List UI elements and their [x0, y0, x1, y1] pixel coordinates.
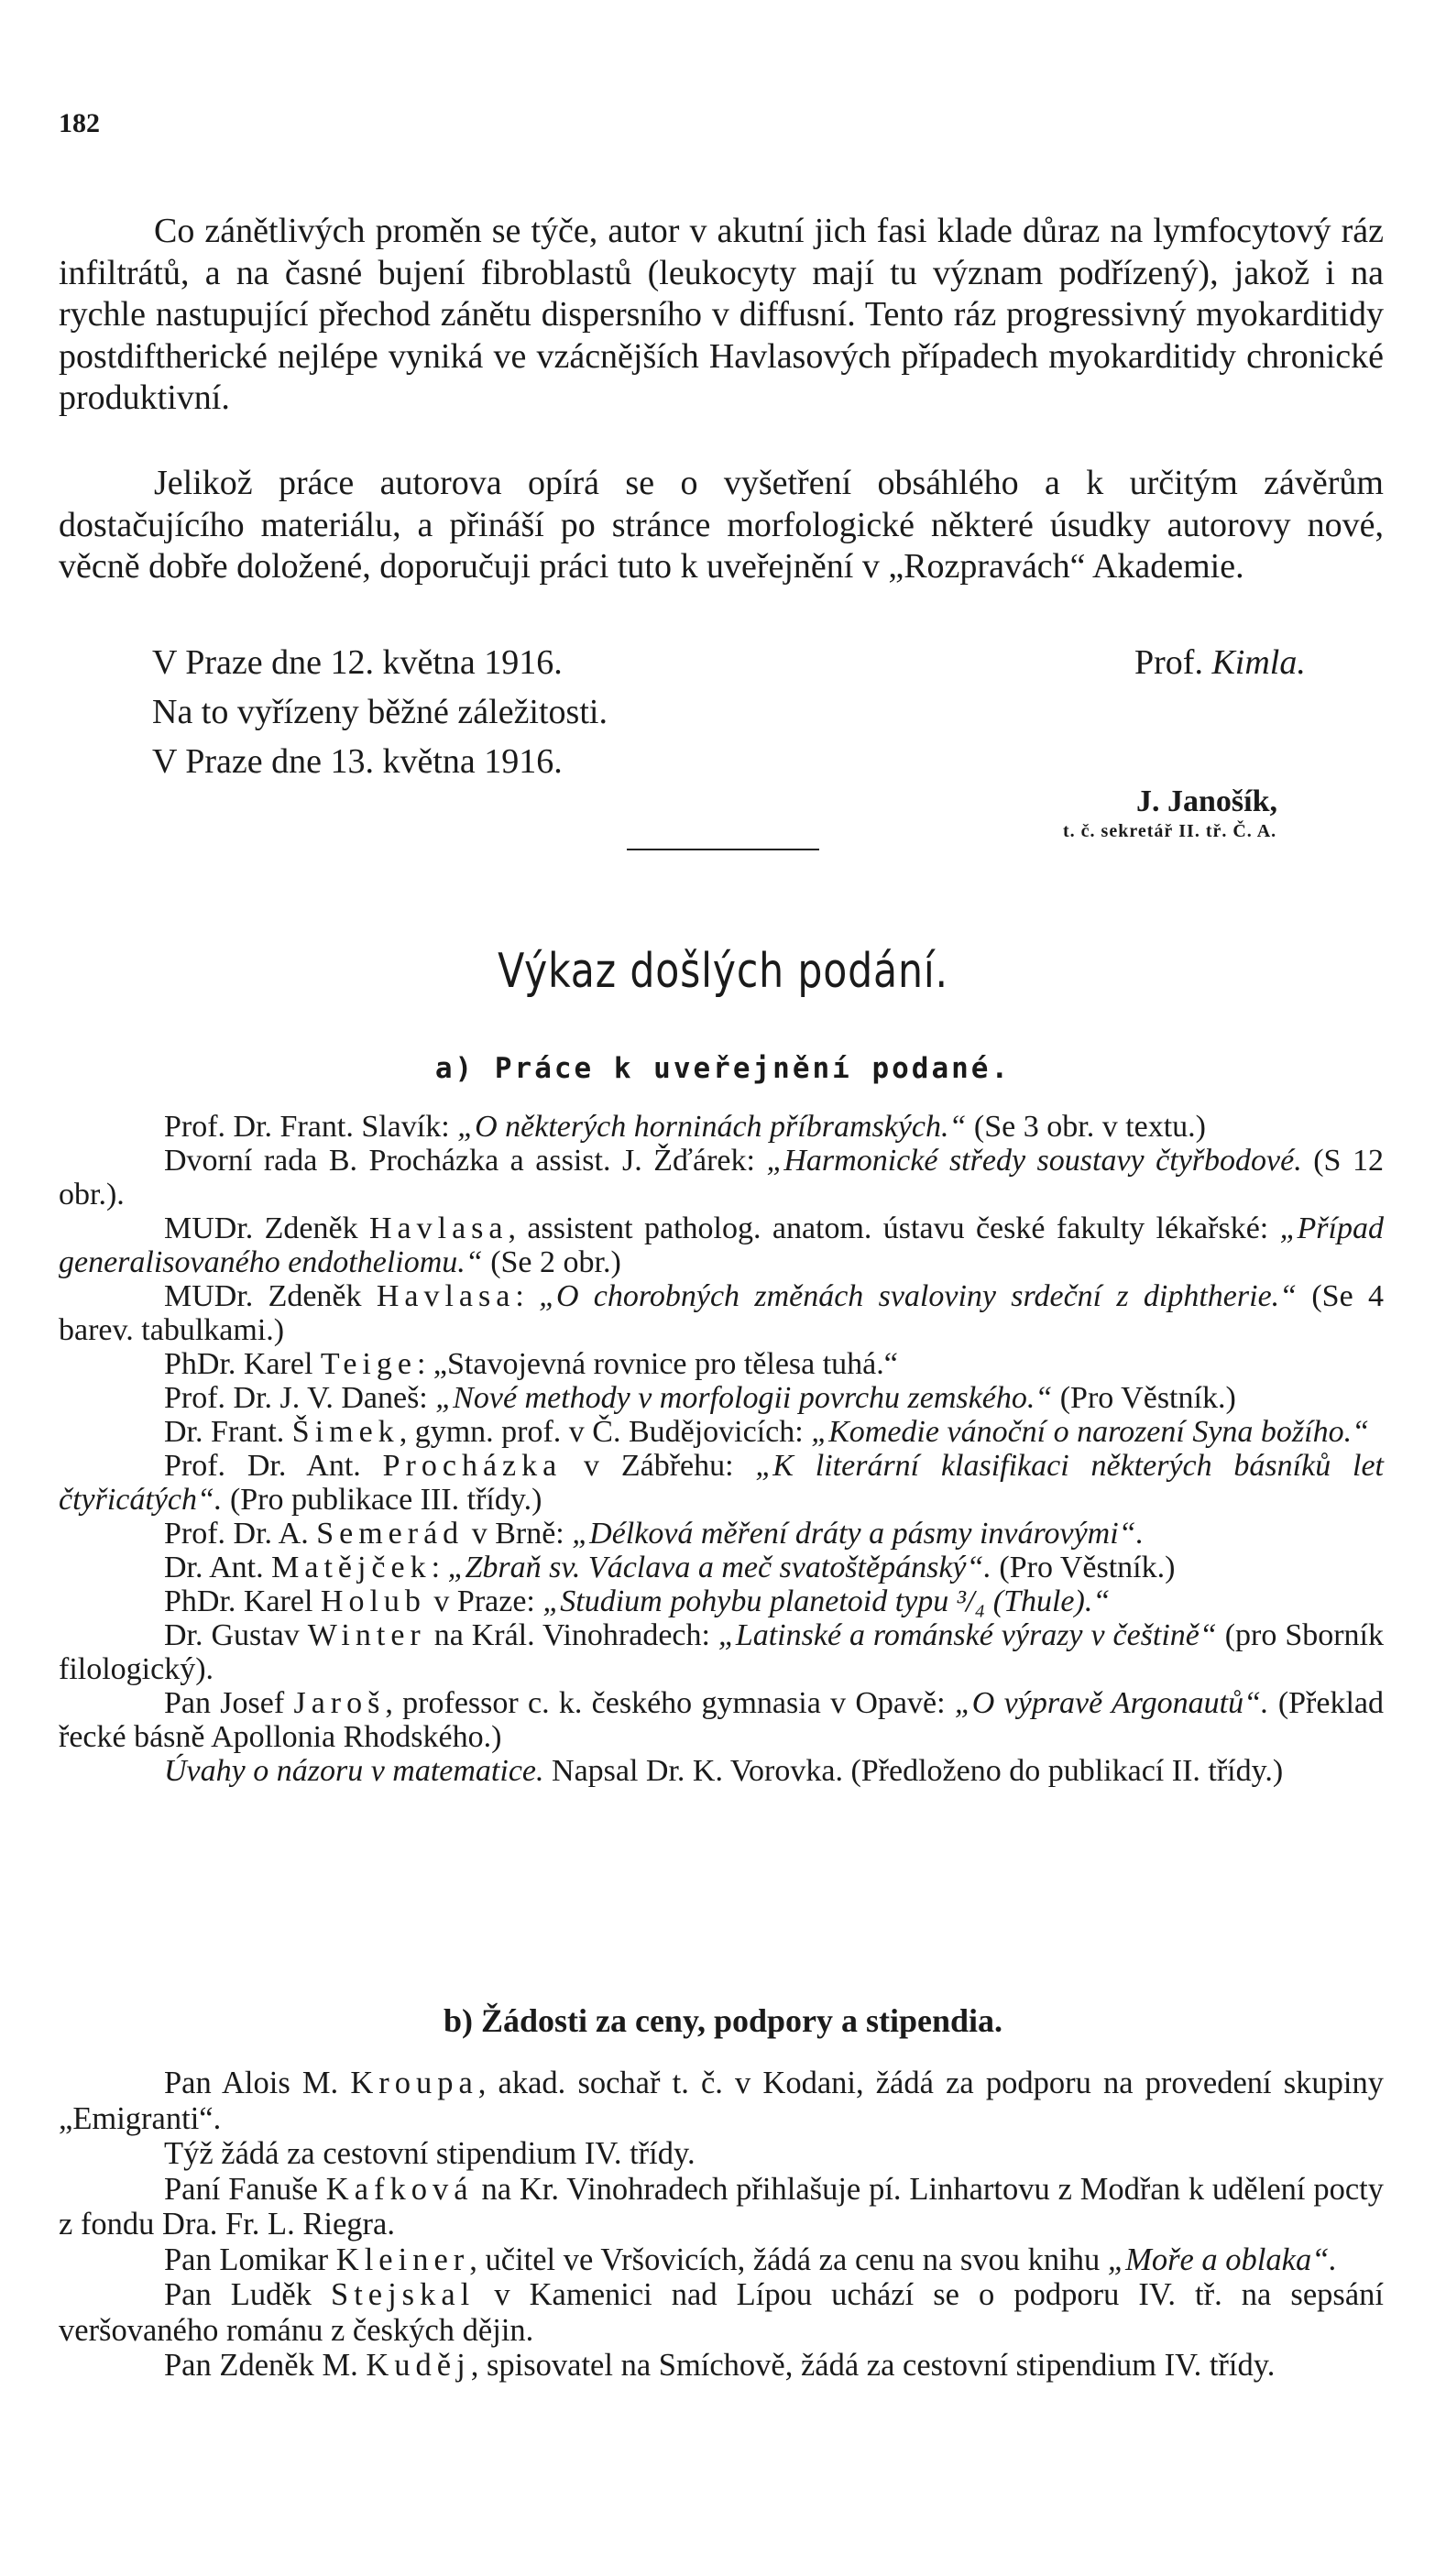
entry-title: Úvahy o názoru v matematice. [164, 1754, 544, 1788]
divider-rule [627, 849, 819, 850]
entry-spaced: Kleiner [335, 2242, 470, 2277]
signer-prefix: Prof. [1134, 643, 1203, 682]
entry-title: „K literární klasifikaci některých básníků let čtyřicátých“. [59, 1449, 1384, 1517]
entry-spaced: Šimek [291, 1415, 400, 1449]
list-item [59, 1517, 1384, 1551]
list-item [59, 1347, 1384, 1381]
entry-spaced: Teige [320, 1347, 417, 1381]
list-item [59, 2136, 1384, 2172]
entry-mid: na Kr. Vinohradech přihlašuje pí. Linhartovu z Modřan k udělení pocty z fondu Dra. Fr. L. Riegra. [59, 2171, 1384, 2242]
entry-spaced: Holub [320, 1584, 426, 1618]
signature-janosik: J. Janošík, [1136, 784, 1277, 818]
entry-pre: PhDr. Karel [164, 1584, 321, 1618]
entry-mid: v Brně: [464, 1517, 573, 1551]
report-paragraph-1 [59, 211, 1384, 420]
entry-spaced: Matějček [271, 1551, 432, 1584]
entry-spaced: Stejskal [331, 2277, 476, 2312]
entry-pre: Pan Luděk [164, 2277, 332, 2312]
entry-post: (Se 4 barev. tabulkami.) [59, 1279, 1384, 1347]
list-item [59, 1144, 1384, 1211]
entry-mid: : [515, 1279, 540, 1313]
entry-title: „O některých horninách příbramských.“ [457, 1110, 967, 1144]
entry-title: „Latinské a románské výrazy v češtině“ [718, 1618, 1217, 1652]
entry-post: (pro Sborník filologický). [59, 1618, 1384, 1686]
entry-title: „Harmonické středy soustavy čtyřbodové. [766, 1144, 1302, 1178]
entry-spaced: Winter [307, 1618, 426, 1652]
list-item [59, 1110, 1384, 1144]
list-item [59, 1449, 1384, 1517]
entry-title: „Studium pohybu planetoid typu ³/₄ (Thule).“ [542, 1584, 1111, 1618]
entry-pre: Dvorní rada B. Procházka a assist. J. Žďárek: [164, 1144, 767, 1178]
entry-title: „Zbraň sv. Václava a meč svatoštěpánský“. [447, 1551, 991, 1584]
entry-title: „Délková měření dráty a pásmy invárovými“. [572, 1517, 1145, 1551]
page-number: 182 [59, 108, 100, 138]
entry-mid: , akad. sochař t. č. v Kodani, žádá za podporu na provedení skupiny [477, 2066, 1384, 2100]
section-b-list [59, 2066, 1384, 2384]
list-item [59, 1551, 1384, 1584]
entry-pre: MUDr. Zdeněk [164, 1211, 369, 1245]
signer-name: Kimla. [1211, 643, 1306, 682]
section-a-heading: a) Práce k uveřejnění podané. [434, 1052, 1012, 1085]
list-item [59, 2277, 1384, 2348]
entry-spaced: Havlasa [369, 1211, 509, 1245]
entry-mid: , professor c. k. českého gymnasia v Opavě: [385, 1686, 955, 1720]
entry-pre: Pan Zdeněk M. [164, 2348, 367, 2383]
entry-mid: , gymn. prof. v Č. Budějovicích: [399, 1415, 812, 1449]
entry-spaced: Jaroš [293, 1686, 386, 1720]
report-paragraph-2-text: Jelikož práce autorova opírá se o vyšetření obsáhlého a k určitým závěrům dostačujícího materiálu, a přináší po stránce morfologické některé úsudky autorovy nové, věcně dobře doložené, doporučuji práci tuto k uveřejnění v „Rozpravách“ Akademie. [59, 464, 1384, 586]
list-item [59, 1618, 1384, 1686]
entry-pre: Dr. Ant. [164, 1551, 272, 1584]
list-item [59, 2172, 1384, 2242]
section-b-heading: b) Žádosti za ceny, podpory a stipendia. [443, 2002, 1003, 2039]
entry-pre: Prof. Dr. J. V. Daneš: [164, 1381, 436, 1415]
section-title: Výkaz došlých podání. [498, 944, 948, 999]
report-paragraph-2 [59, 463, 1384, 588]
entry-pre: Týž žádá za cestovní stipendium IV. třídy. [164, 2136, 696, 2171]
list-item [59, 1415, 1384, 1449]
entry-mid: , spisovatel na Smíchově, žádá za cestovní stipendium IV. třídy. [470, 2348, 1276, 2383]
entry-title: „O chorobných změnách svaloviny srdeční z diphtherie.“ [539, 1279, 1298, 1313]
entry-mid: : [416, 1347, 433, 1381]
report-paragraph-1-text: Co zánětlivých proměn se týče, autor v akutní jich fasi klade důraz na lymfocytový ráz infiltrátů, a na časné bujení fibroblastů (leukocyty mají tu význam podřízený), jakož i na rychle nastupující přechod zánětu dispersního v diffusní. Tento ráz progressivný myokarditidy postdiftherické nejlépe vyniká ve vzácnějších Havlasových případech myokarditidy chronické produktivní. [59, 212, 1384, 417]
entry-pre: Dr. Gustav [164, 1618, 308, 1652]
list-item [59, 1279, 1384, 1347]
entry-spaced: Kuděj [366, 2348, 471, 2383]
list-item [59, 1211, 1384, 1279]
entry-mid: na Král. Vinohradech: [425, 1618, 718, 1652]
signature-kimla [1134, 641, 1306, 684]
entry-title: „Moře a oblaka“. [1107, 2242, 1338, 2277]
section-a-list [59, 1110, 1384, 1788]
list-item [59, 1686, 1384, 1754]
entry-pre: Pan Lomikar [164, 2242, 336, 2277]
entry-pre: MUDr. Zdeněk [164, 1279, 377, 1313]
entry-post: (Se 3 obr. v textu.) [966, 1110, 1206, 1144]
entry-mid: v Praze: [425, 1584, 543, 1618]
entry-post: (Pro publikace III. třídy.) [222, 1483, 542, 1517]
entry-post: (Se 2 obr.) [482, 1245, 621, 1279]
list-item [59, 2242, 1384, 2278]
entry-mid: v Kamenici nad Lípou uchází se o podporu IV. tř. na sepsání veršovaného románu z českých dějin. [59, 2277, 1384, 2348]
date-line-1: V Praze dne 12. května 1916. [152, 643, 563, 682]
entry-pre: Prof. Dr. Frant. Slavík: [164, 1110, 458, 1144]
entry-post: „Emigranti“. [59, 2100, 222, 2136]
entry-mid: v Zábřehu: [562, 1449, 756, 1483]
entry-pre: Prof. Dr. A. [164, 1517, 317, 1551]
entry-post: (Pro Věstník.) [1052, 1381, 1236, 1415]
entry-spaced: Procházka [382, 1449, 563, 1483]
resolution-line: Na to vyřízeny běžné záležitosti. [152, 693, 608, 731]
entry-title: „Nové methody v morfologii povrchu zemského.“ [435, 1381, 1053, 1415]
entry-title: „Komedie vánoční o narození Syna božího.“ [811, 1415, 1370, 1449]
entry-mid: , učitel ve Vršovicích, žádá za cenu na svou knihu [469, 2242, 1108, 2277]
entry-mid: , assistent patholog. anatom. ústavu české fakulty lékařské: [508, 1211, 1280, 1245]
list-item [59, 1584, 1384, 1618]
entry-pre: Pan Josef [164, 1686, 294, 1720]
entry-pre: Paní Fanuše [164, 2171, 326, 2207]
entry-post: Napsal Dr. K. Vorovka. (Předloženo do publikací II. třídy.) [543, 1754, 1284, 1788]
entry-pre: Prof. Dr. Ant. [164, 1449, 383, 1483]
entry-title: „Případ generalisovaného endotheliomu.“ [59, 1211, 1384, 1279]
entry-pre: PhDr. Karel [164, 1347, 321, 1381]
entry-mid: : [431, 1551, 448, 1584]
list-item [59, 1381, 1384, 1415]
entry-spaced: Kafková [325, 2171, 474, 2207]
entry-spaced: Kroupa [350, 2066, 478, 2100]
signature-title: t. č. sekretář II. tř. Č. A. [1063, 821, 1277, 841]
entry-title: „O výpravě Argonautů“. [954, 1686, 1269, 1720]
entry-pre: Dr. Frant. [164, 1415, 292, 1449]
entry-post: „Stavojevná rovnice pro tělesa tuhá.“ [433, 1347, 898, 1381]
entry-post: (Pro Věstník.) [991, 1551, 1176, 1584]
list-item [59, 2348, 1384, 2384]
entry-post: (S 12 obr.). [59, 1144, 1384, 1211]
list-item [59, 2066, 1384, 2136]
entry-pre: Pan Alois M. [164, 2066, 351, 2100]
entry-spaced: Havlasa [376, 1279, 516, 1313]
entry-post: (Překlad řecké básně Apollonia Rhodského.) [59, 1686, 1384, 1754]
entry-spaced: Semerád [316, 1517, 465, 1551]
date-line-2: V Praze dne 13. května 1916. [152, 742, 563, 781]
list-item [59, 1754, 1384, 1788]
